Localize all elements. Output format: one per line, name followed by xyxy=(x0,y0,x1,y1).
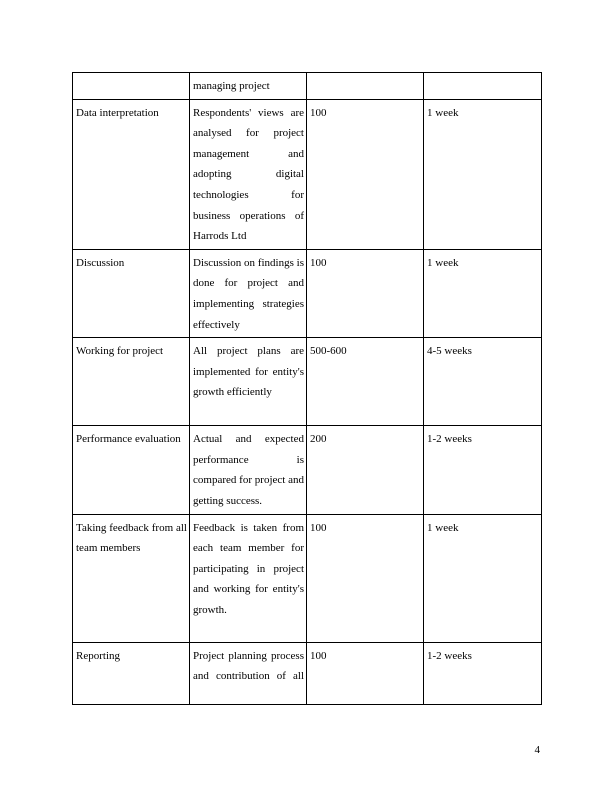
cost-cell: 100 xyxy=(307,642,424,704)
activity-cell: Reporting xyxy=(73,642,190,704)
duration-cell: 1 week xyxy=(424,249,542,337)
duration-cell: 1 week xyxy=(424,514,542,642)
description-cell: managing project xyxy=(190,73,307,100)
description-cell: Project planning process and contribution of all xyxy=(190,642,307,704)
activity-cell: Taking feedback from all team members xyxy=(73,514,190,642)
cost-cell: 100 xyxy=(307,99,424,249)
cost-cell: 500-600 xyxy=(307,338,424,426)
activity-cell: Performance evaluation xyxy=(73,426,190,514)
table-row xyxy=(73,426,542,514)
activity-cell: Working for project xyxy=(73,338,190,426)
description-cell: Feedback is taken from each team member for participating in project and working for entity's growth. xyxy=(190,514,307,642)
project-plan-table xyxy=(72,72,542,705)
table-row xyxy=(73,249,542,337)
cost-cell: 100 xyxy=(307,514,424,642)
activity-cell: Data interpretation xyxy=(73,99,190,249)
activity-cell xyxy=(73,73,190,100)
description-cell: Respondents' views are analysed for project management and adopting digital technologies for business operations of Harrods Ltd xyxy=(190,99,307,249)
duration-cell: 4-5 weeks xyxy=(424,338,542,426)
duration-cell: 1 week xyxy=(424,99,542,249)
cost-cell xyxy=(307,73,424,100)
description-cell: All project plans are implemented for entity's growth efficiently xyxy=(190,338,307,426)
table-row xyxy=(73,99,542,249)
duration-cell: 1-2 weeks xyxy=(424,642,542,704)
description-cell: Discussion on findings is done for project and implementing strategies effectively xyxy=(190,249,307,337)
activity-cell: Discussion xyxy=(73,249,190,337)
table-row xyxy=(73,73,542,100)
table-row xyxy=(73,642,542,704)
page-number: 4 xyxy=(534,744,540,756)
table-row xyxy=(73,514,542,642)
duration-cell: 1-2 weeks xyxy=(424,426,542,514)
description-cell: Actual and expected performance is compared for project and getting success. xyxy=(190,426,307,514)
cost-cell: 100 xyxy=(307,249,424,337)
cost-cell: 200 xyxy=(307,426,424,514)
table-row xyxy=(73,338,542,426)
duration-cell xyxy=(424,73,542,100)
